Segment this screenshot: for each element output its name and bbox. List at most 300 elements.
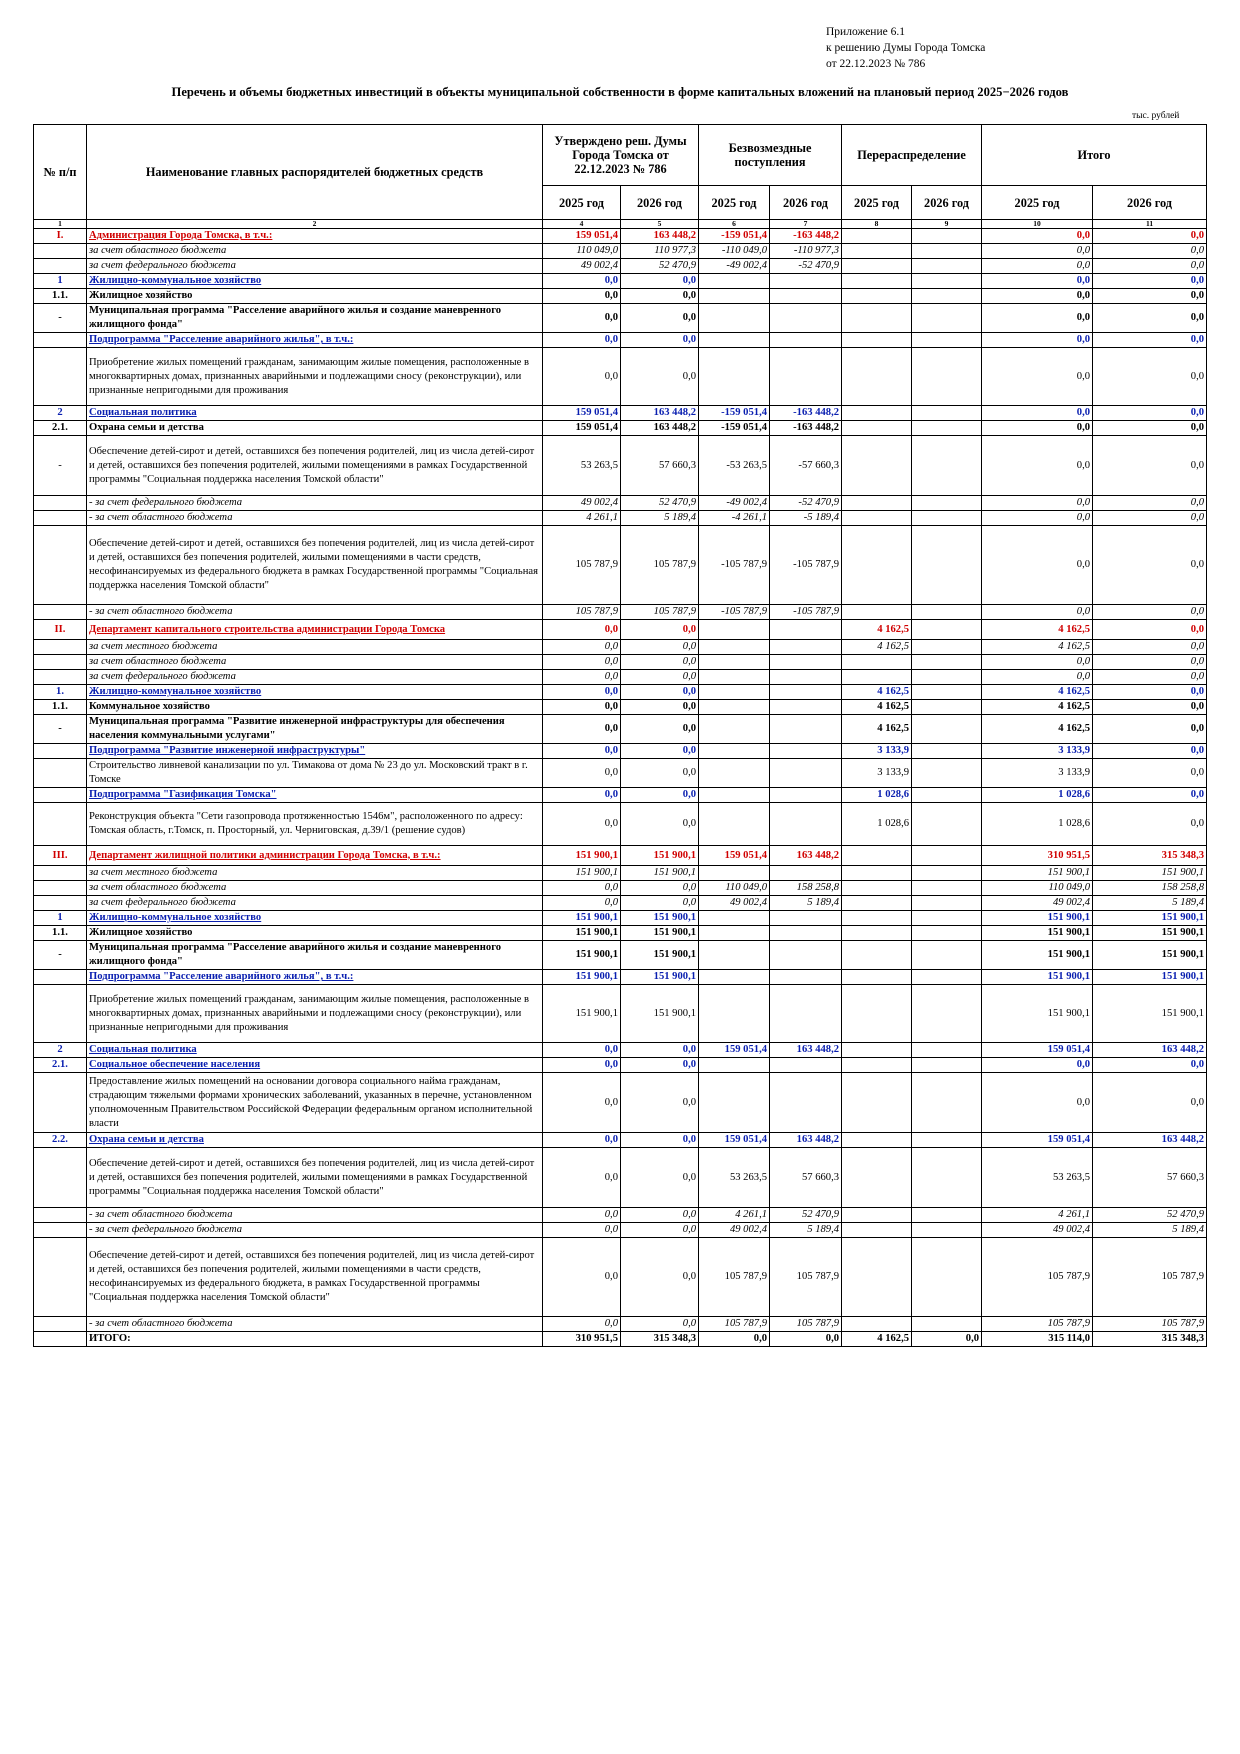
row-value [842, 881, 912, 896]
row-value: -159 051,4 [699, 406, 770, 421]
row-value [699, 655, 770, 670]
table-row [34, 259, 1207, 274]
row-value: 0,0 [1093, 274, 1207, 289]
table-row [34, 1208, 1207, 1223]
row-value: 151 900,1 [621, 985, 699, 1043]
header-year: 2026 год [1093, 186, 1207, 220]
row-value: 0,0 [543, 670, 621, 685]
table-row [34, 744, 1207, 759]
row-value: 1 028,6 [842, 803, 912, 846]
row-value: 151 900,1 [1093, 866, 1207, 881]
row-name: Подпрограмма "Расселение аварийного жилья", в т.ч.: [87, 333, 543, 348]
table-row [34, 670, 1207, 685]
row-value: 4 261,1 [543, 511, 621, 526]
row-value: 0,0 [1093, 289, 1207, 304]
row-value [699, 759, 770, 788]
row-value [699, 333, 770, 348]
row-value: 0,0 [1093, 229, 1207, 244]
row-value [699, 926, 770, 941]
row-value: -110 049,0 [699, 244, 770, 259]
row-value [912, 1208, 982, 1223]
row-value [912, 333, 982, 348]
table-row [34, 846, 1207, 866]
row-name: за счет федерального бюджета [87, 896, 543, 911]
table-row [34, 788, 1207, 803]
annex-line-1: Приложение 6.1 [826, 26, 905, 38]
row-number: I. [34, 229, 87, 244]
table-row [34, 941, 1207, 970]
row-number [34, 759, 87, 788]
row-value [912, 655, 982, 670]
row-value: -163 448,2 [770, 229, 842, 244]
row-value: 0,0 [543, 685, 621, 700]
column-number: 2 [87, 220, 543, 229]
row-value: 0,0 [543, 744, 621, 759]
row-value: 110 049,0 [982, 881, 1093, 896]
row-value: 0,0 [1093, 655, 1207, 670]
row-value: 0,0 [1093, 259, 1207, 274]
column-number: 11 [1093, 220, 1207, 229]
row-value [842, 941, 912, 970]
row-value [912, 526, 982, 605]
row-value [770, 788, 842, 803]
row-value: 0,0 [982, 406, 1093, 421]
row-name: - за счет областного бюджета [87, 1208, 543, 1223]
row-value: 0,0 [543, 1043, 621, 1058]
row-value: 0,0 [982, 511, 1093, 526]
row-value [699, 803, 770, 846]
row-value: 3 133,9 [842, 759, 912, 788]
row-value [699, 744, 770, 759]
row-value: 0,0 [621, 715, 699, 744]
row-value [770, 911, 842, 926]
row-name: Муниципальная программа "Развитие инженерной инфраструктуры для обеспечения населения коммунальными услугами" [87, 715, 543, 744]
row-value: 0,0 [621, 700, 699, 715]
row-name: за счет местного бюджета [87, 866, 543, 881]
row-value [842, 348, 912, 406]
row-value: 0,0 [543, 1238, 621, 1317]
row-value: 151 900,1 [543, 846, 621, 866]
row-value [770, 274, 842, 289]
row-value: 0,0 [1093, 788, 1207, 803]
row-value [912, 759, 982, 788]
row-value: -49 002,4 [699, 496, 770, 511]
row-value [842, 1238, 912, 1317]
row-value [770, 866, 842, 881]
row-name: Охрана семьи и детства [87, 421, 543, 436]
row-value: 0,0 [1093, 304, 1207, 333]
row-value: 151 900,1 [982, 911, 1093, 926]
column-number: 5 [621, 220, 699, 229]
table-row [34, 1073, 1207, 1133]
row-value: 4 162,5 [982, 685, 1093, 700]
row-name: Строительство ливневой канализации по ул. Тимакова от дома № 23 до ул. Московский тракт в г. Томске [87, 759, 543, 788]
row-value: 151 900,1 [543, 926, 621, 941]
row-value: 0,0 [1093, 685, 1207, 700]
row-value: 0,0 [621, 655, 699, 670]
row-value: 0,0 [982, 333, 1093, 348]
row-value: 0,0 [543, 1317, 621, 1332]
header-num: № п/п [34, 125, 87, 220]
row-value: 0,0 [621, 348, 699, 406]
row-value: 163 448,2 [770, 1043, 842, 1058]
row-value: -52 470,9 [770, 496, 842, 511]
row-value: 163 448,2 [770, 1133, 842, 1148]
row-value: 163 448,2 [1093, 1043, 1207, 1058]
row-name: Реконструкция объекта "Сети газопровода протяженностью 1546м", расположенного по адресу: Томская область, г.Томск, п. Просторный, ул. Черниговская, д.39/1 (решение судов) [87, 803, 543, 846]
header-name: Наименование главных распорядителей бюджетных средств [87, 125, 543, 220]
row-value [699, 985, 770, 1043]
row-value [912, 700, 982, 715]
row-value [842, 1148, 912, 1208]
row-value: 151 900,1 [621, 846, 699, 866]
row-value: 52 470,9 [621, 496, 699, 511]
row-value [912, 421, 982, 436]
row-value: 151 900,1 [543, 985, 621, 1043]
row-value: 0,0 [1093, 421, 1207, 436]
table-row [34, 1043, 1207, 1058]
row-value [912, 1073, 982, 1133]
row-value: 0,0 [543, 333, 621, 348]
row-value [842, 259, 912, 274]
row-value: 4 162,5 [842, 715, 912, 744]
row-number: - [34, 304, 87, 333]
row-value [842, 526, 912, 605]
row-value [912, 274, 982, 289]
row-value [842, 1043, 912, 1058]
row-value [912, 881, 982, 896]
row-value [842, 304, 912, 333]
row-number: 2 [34, 1043, 87, 1058]
row-number: 1.1. [34, 700, 87, 715]
row-value: 159 051,4 [543, 421, 621, 436]
row-value: 4 162,5 [982, 620, 1093, 640]
row-value [699, 866, 770, 881]
row-value: 4 162,5 [982, 715, 1093, 744]
header-approved: Утверждено реш. Думы Города Томска от 22.12.2023 № 786 [543, 125, 699, 186]
table-row [34, 421, 1207, 436]
row-value: 53 263,5 [982, 1148, 1093, 1208]
table-row [34, 715, 1207, 744]
table-row [34, 229, 1207, 244]
row-value: 0,0 [543, 881, 621, 896]
table-row [34, 700, 1207, 715]
row-value: 151 900,1 [621, 970, 699, 985]
row-value [699, 274, 770, 289]
row-number: 1.1. [34, 289, 87, 304]
row-value [912, 926, 982, 941]
row-value: 0,0 [621, 333, 699, 348]
row-value [912, 1238, 982, 1317]
row-number [34, 526, 87, 605]
table-row [34, 496, 1207, 511]
row-value [699, 640, 770, 655]
row-value: 0,0 [621, 289, 699, 304]
table-row [34, 1223, 1207, 1238]
row-value [842, 229, 912, 244]
row-value: 4 261,1 [982, 1208, 1093, 1223]
column-number: 7 [770, 220, 842, 229]
row-number: 2.2. [34, 1133, 87, 1148]
row-value: 4 162,5 [842, 700, 912, 715]
row-value: 0,0 [770, 1332, 842, 1347]
row-value: 0,0 [543, 348, 621, 406]
row-value [699, 348, 770, 406]
row-value: 0,0 [621, 896, 699, 911]
table-row [34, 620, 1207, 640]
row-value [699, 1073, 770, 1133]
row-number: 1.1. [34, 926, 87, 941]
row-value: 105 787,9 [543, 605, 621, 620]
row-name: Предоставление жилых помещений на основании договора социального найма гражданам, страдающим тяжелыми формами хронических заболеваний, указанных в перечне, установленном уполномоченным Правительством Российской Федерации федеральным органом исполнительной власти [87, 1073, 543, 1133]
row-value: 151 900,1 [982, 941, 1093, 970]
row-value: 159 051,4 [699, 1133, 770, 1148]
row-value [770, 715, 842, 744]
row-value: 52 470,9 [1093, 1208, 1207, 1223]
row-value: -105 787,9 [770, 605, 842, 620]
row-value: 0,0 [621, 744, 699, 759]
row-number [34, 496, 87, 511]
row-value: 49 002,4 [699, 896, 770, 911]
row-value: 0,0 [621, 1223, 699, 1238]
row-value: -159 051,4 [699, 229, 770, 244]
row-value [842, 926, 912, 941]
row-value: 0,0 [982, 670, 1093, 685]
row-value: 4 162,5 [982, 700, 1093, 715]
row-name: - за счет областного бюджета [87, 1317, 543, 1332]
header-year: 2026 год [912, 186, 982, 220]
row-name: Социальное обеспечение населения [87, 1058, 543, 1073]
row-value: 5 189,4 [1093, 1223, 1207, 1238]
row-value: 310 951,5 [982, 846, 1093, 866]
row-value: 110 049,0 [543, 244, 621, 259]
table-row [34, 1332, 1207, 1347]
row-value [912, 866, 982, 881]
row-value [912, 229, 982, 244]
table-row [34, 511, 1207, 526]
row-value [912, 1317, 982, 1332]
row-value: 1 028,6 [842, 788, 912, 803]
row-value: 163 448,2 [621, 229, 699, 244]
row-value [770, 941, 842, 970]
row-value: 0,0 [543, 1208, 621, 1223]
row-value [912, 348, 982, 406]
row-value: 0,0 [543, 700, 621, 715]
row-value: 0,0 [543, 1148, 621, 1208]
row-value: 0,0 [1093, 715, 1207, 744]
row-value: 0,0 [1093, 1058, 1207, 1073]
row-name: Жилищное хозяйство [87, 926, 543, 941]
row-number [34, 1317, 87, 1332]
row-value [842, 1223, 912, 1238]
row-name: за счет местного бюджета [87, 640, 543, 655]
row-value: 0,0 [982, 274, 1093, 289]
row-value [770, 620, 842, 640]
row-number [34, 640, 87, 655]
row-number: 1. [34, 685, 87, 700]
row-number [34, 655, 87, 670]
row-value: 0,0 [1093, 496, 1207, 511]
row-value [699, 670, 770, 685]
row-value [842, 511, 912, 526]
table-row [34, 274, 1207, 289]
row-number [34, 985, 87, 1043]
table-row [34, 926, 1207, 941]
row-name: за счет федерального бюджета [87, 670, 543, 685]
row-value: 105 787,9 [982, 1238, 1093, 1317]
table-row [34, 244, 1207, 259]
row-number [34, 866, 87, 881]
column-number: 9 [912, 220, 982, 229]
row-value: 0,0 [543, 274, 621, 289]
row-value: 163 448,2 [770, 846, 842, 866]
row-value [770, 348, 842, 406]
row-value [912, 970, 982, 985]
row-value: 53 263,5 [699, 1148, 770, 1208]
row-name: Коммунальное хозяйство [87, 700, 543, 715]
row-value: 151 900,1 [1093, 970, 1207, 985]
row-name: Подпрограмма "Расселение аварийного жилья", в т.ч.: [87, 970, 543, 985]
header-redistribution: Перераспределение [842, 125, 982, 186]
row-value: 0,0 [982, 229, 1093, 244]
row-value [842, 846, 912, 866]
row-value: 0,0 [1093, 640, 1207, 655]
row-number: 2.1. [34, 1058, 87, 1073]
row-number [34, 896, 87, 911]
row-number [34, 803, 87, 846]
row-value: 0,0 [543, 896, 621, 911]
units-label: тыс. рублей [1132, 111, 1180, 121]
row-value [770, 289, 842, 304]
row-name: Подпрограмма "Развитие инженерной инфраструктуры" [87, 744, 543, 759]
row-value: 0,0 [1093, 333, 1207, 348]
row-value: 151 900,1 [1093, 926, 1207, 941]
row-value: 1 028,6 [982, 803, 1093, 846]
row-value: 0,0 [982, 496, 1093, 511]
row-value: 151 900,1 [621, 911, 699, 926]
row-value: 151 900,1 [543, 941, 621, 970]
row-value: 57 660,3 [621, 436, 699, 496]
row-name: Муниципальная программа "Расселение аварийного жилья и создание маневренного жилищного фонда" [87, 941, 543, 970]
table-row [34, 685, 1207, 700]
row-value [912, 685, 982, 700]
row-value: 151 900,1 [1093, 941, 1207, 970]
table-row [34, 640, 1207, 655]
row-value: 4 162,5 [842, 640, 912, 655]
row-value: 105 787,9 [699, 1238, 770, 1317]
row-value: 0,0 [543, 289, 621, 304]
row-value [912, 436, 982, 496]
row-value: 49 002,4 [543, 259, 621, 274]
row-value: 4 162,5 [842, 620, 912, 640]
row-name: Обеспечение детей-сирот и детей, оставшихся без попечения родителей, лиц из числа детей-сирот и детей, оставшихся без попечения родителей, жилыми помещениями в рамках Государственной программы "Социальная поддержка населения Томской области" [87, 1148, 543, 1208]
row-name: за счет областного бюджета [87, 244, 543, 259]
row-value: 0,0 [621, 881, 699, 896]
row-value: 1 028,6 [982, 788, 1093, 803]
row-value: 0,0 [1093, 511, 1207, 526]
row-value [770, 970, 842, 985]
row-value [912, 788, 982, 803]
row-value: 0,0 [543, 1133, 621, 1148]
row-value: 0,0 [982, 526, 1093, 605]
row-value: 0,0 [982, 655, 1093, 670]
row-name: Обеспечение детей-сирот и детей, оставшихся без попечения родителей, лиц из числа детей-сирот и детей, оставшихся без попечения родителей, жилыми помещениями в рамках Государственной программы "Социальная поддержка населения Томской области" [87, 436, 543, 496]
row-value [842, 244, 912, 259]
row-value: 0,0 [621, 685, 699, 700]
row-value: 0,0 [1093, 244, 1207, 259]
row-value: 5 189,4 [1093, 896, 1207, 911]
row-value: 105 787,9 [770, 1317, 842, 1332]
column-number: 1 [34, 220, 87, 229]
row-value: 151 900,1 [982, 866, 1093, 881]
row-value: 151 900,1 [1093, 911, 1207, 926]
row-number [34, 1223, 87, 1238]
row-value: 52 470,9 [621, 259, 699, 274]
row-value: 0,0 [543, 1073, 621, 1133]
row-value [912, 670, 982, 685]
row-value: 0,0 [543, 788, 621, 803]
row-name: Жилищно-коммунальное хозяйство [87, 685, 543, 700]
row-value: -49 002,4 [699, 259, 770, 274]
row-value: -163 448,2 [770, 421, 842, 436]
row-value [842, 436, 912, 496]
row-value [699, 788, 770, 803]
row-value [912, 1043, 982, 1058]
row-value: 110 049,0 [699, 881, 770, 896]
row-value: 151 900,1 [1093, 985, 1207, 1043]
row-value: 0,0 [543, 1223, 621, 1238]
row-name: Социальная политика [87, 406, 543, 421]
row-value: 0,0 [982, 348, 1093, 406]
row-name: Жилищное хозяйство [87, 289, 543, 304]
row-value [770, 655, 842, 670]
table-row [34, 1317, 1207, 1332]
row-value [842, 896, 912, 911]
row-value: 3 133,9 [842, 744, 912, 759]
row-number: - [34, 941, 87, 970]
table-row [34, 911, 1207, 926]
row-value: 52 470,9 [770, 1208, 842, 1223]
table-row [34, 1238, 1207, 1317]
row-value [912, 1058, 982, 1073]
row-value [770, 1073, 842, 1133]
row-value: 0,0 [621, 803, 699, 846]
row-value [842, 406, 912, 421]
row-value [912, 941, 982, 970]
row-value: 0,0 [1093, 436, 1207, 496]
row-value: 0,0 [543, 803, 621, 846]
row-value: 151 900,1 [621, 941, 699, 970]
row-value [842, 866, 912, 881]
row-value: 158 258,8 [1093, 881, 1207, 896]
table-row [34, 1133, 1207, 1148]
header-year: 2025 год [982, 186, 1093, 220]
row-value [912, 803, 982, 846]
row-value: 4 162,5 [842, 1332, 912, 1347]
header-grants: Безвозмездные поступления [699, 125, 842, 186]
row-value: 315 348,3 [1093, 846, 1207, 866]
row-value [912, 985, 982, 1043]
row-value: 0,0 [621, 1043, 699, 1058]
row-name: Социальная политика [87, 1043, 543, 1058]
row-name: Охрана семьи и детства [87, 1133, 543, 1148]
row-value: 310 951,5 [543, 1332, 621, 1347]
row-value [699, 289, 770, 304]
row-value: 0,0 [1093, 759, 1207, 788]
table-row [34, 605, 1207, 620]
row-value: 0,0 [621, 788, 699, 803]
header-year: 2025 год [699, 186, 770, 220]
